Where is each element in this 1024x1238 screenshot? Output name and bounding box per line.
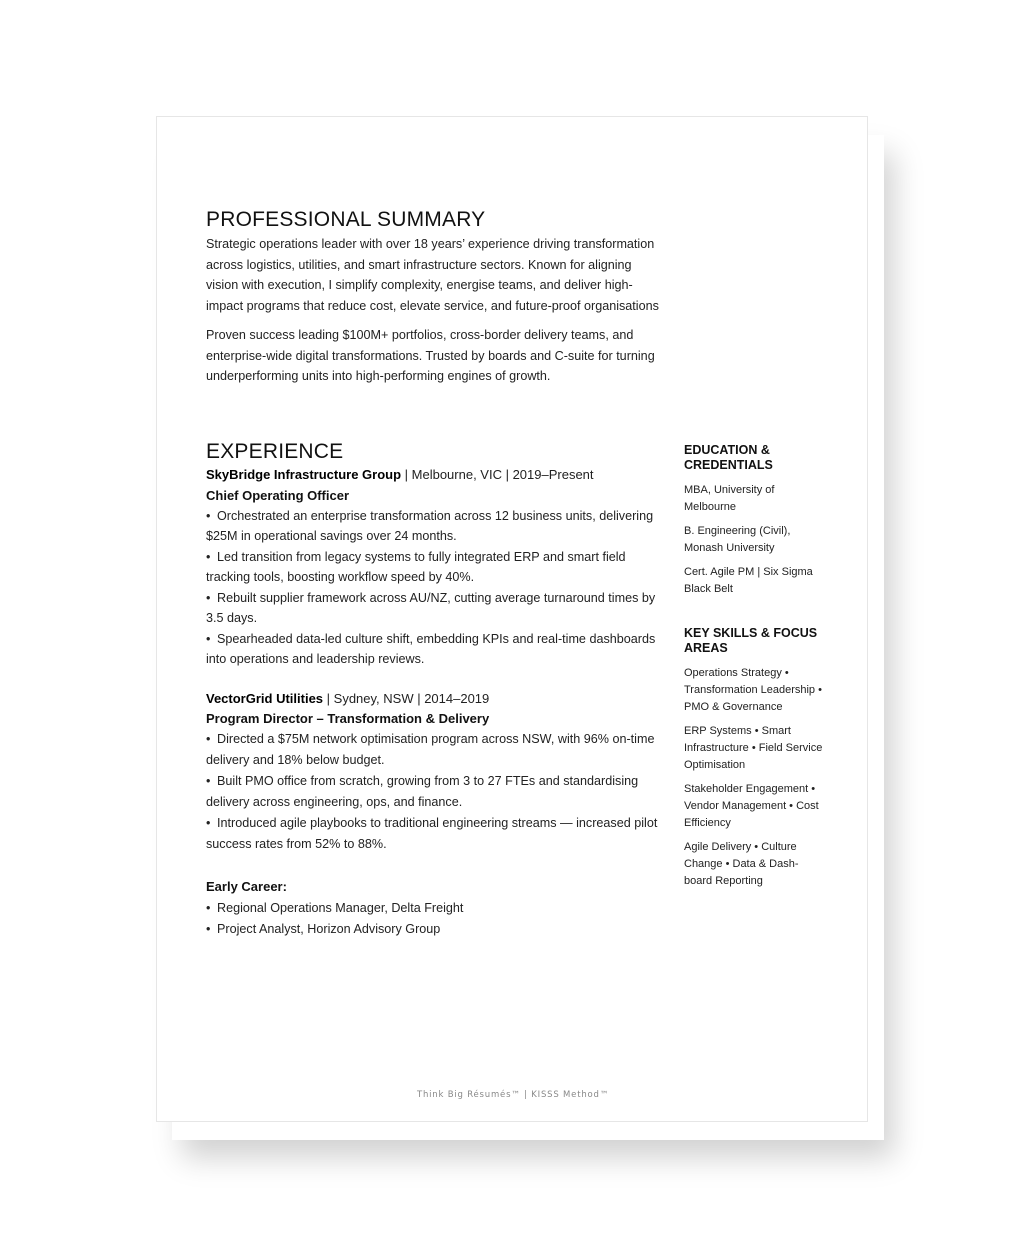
job-bullet: • Spearheaded data-led culture shift, embedding KPIs and real-time dashboards into operations and leadership reviews. <box>206 631 656 666</box>
skills-item: Operations Strategy • Transformation Leadership • PMO & Governance <box>684 667 822 713</box>
education-sidebar <box>684 443 824 605</box>
summary-heading: PROFESSIONAL SUMMARY <box>206 208 486 231</box>
resume-page <box>156 116 868 1122</box>
job-bullet: • Rebuilt supplier framework across AU/NZ, cutting average turnaround times by 3.5 days. <box>206 590 656 625</box>
job-header <box>206 689 666 710</box>
job-entry <box>206 465 666 670</box>
education-heading: EDUCATION & CREDENTIALS <box>684 443 773 472</box>
early-career-heading: Early Career: <box>206 879 287 894</box>
skills-item: Stakeholder Engagement • Vendor Management • Cost Efficiency <box>684 783 819 829</box>
company-name: VectorGrid Utilities <box>206 690 324 706</box>
job-entry <box>206 689 666 855</box>
job-bullet: • Directed a $75M network optimisation program across NSW, with 96% on-time delivery and 18% below budget. <box>206 732 655 767</box>
experience-section <box>206 439 666 940</box>
experience-heading: EXPERIENCE <box>206 440 344 463</box>
education-item: B. Engineering (Civil), Monash University <box>684 525 791 554</box>
professional-summary-section <box>206 207 666 387</box>
job-bullet: • Introduced agile playbooks to traditional engineering streams — increased pilot success rates from 52% to 88%. <box>206 816 658 851</box>
early-career-item: • Project Analyst, Horizon Advisory Group <box>206 922 441 936</box>
footer-credit: Think Big Résumés™ | KISSS Method™ <box>416 1090 610 1100</box>
job-location-dates: | Melbourne, VIC | 2019–Present <box>401 467 594 482</box>
early-career-item: • Regional Operations Manager, Delta Freight <box>206 901 464 915</box>
summary-paragraph: Strategic operations leader with over 18 years’ experience driving transformation across logistics, utilities, and smart infrastructure sectors. Known for aligning vision with execution, I simplify complexity, energise teams, and deliver high-impact programs that reduce cost, elevate service, and future-proof organisations <box>206 237 659 313</box>
company-name: SkyBridge Infrastructure Group <box>206 467 402 482</box>
skills-item: Agile Delivery • Culture Change • Data & Dash-board Reporting <box>684 841 799 887</box>
early-career <box>206 876 666 940</box>
skills-heading: KEY SKILLS & FOCUS AREAS <box>684 626 818 655</box>
skills-item: ERP Systems • Smart Infrastructure • Field Service Optimisation <box>684 725 823 771</box>
job-header <box>206 465 666 486</box>
job-bullet: • Built PMO office from scratch, growing from 3 to 27 FTEs and standardising delivery across engineering, ops, and finance. <box>206 774 639 809</box>
job-title: Chief Operating Officer <box>206 487 350 503</box>
education-item: MBA, University of Melbourne <box>684 484 775 513</box>
job-location-dates: | Sydney, NSW | 2014–2019 <box>323 690 490 706</box>
job-bullet: • Orchestrated an enterprise transformation across 12 business units, delivering $25M in operational savings over 24 months. <box>206 508 654 543</box>
education-item: Cert. Agile PM | Six Sigma Black Belt <box>684 566 813 595</box>
skills-sidebar <box>684 626 824 897</box>
job-bullet: • Led transition from legacy systems to fully integrated ERP and smart field tracking tools, boosting workflow speed by 40%. <box>206 549 626 584</box>
job-title: Program Director – Transformation & Delivery <box>206 711 490 726</box>
summary-paragraph: Proven success leading $100M+ portfolios, cross-border delivery teams, and enterprise-wide digital transformations. Trusted by boards and C-suite for turning underperforming units into high-performing engines of growth. <box>206 328 655 383</box>
